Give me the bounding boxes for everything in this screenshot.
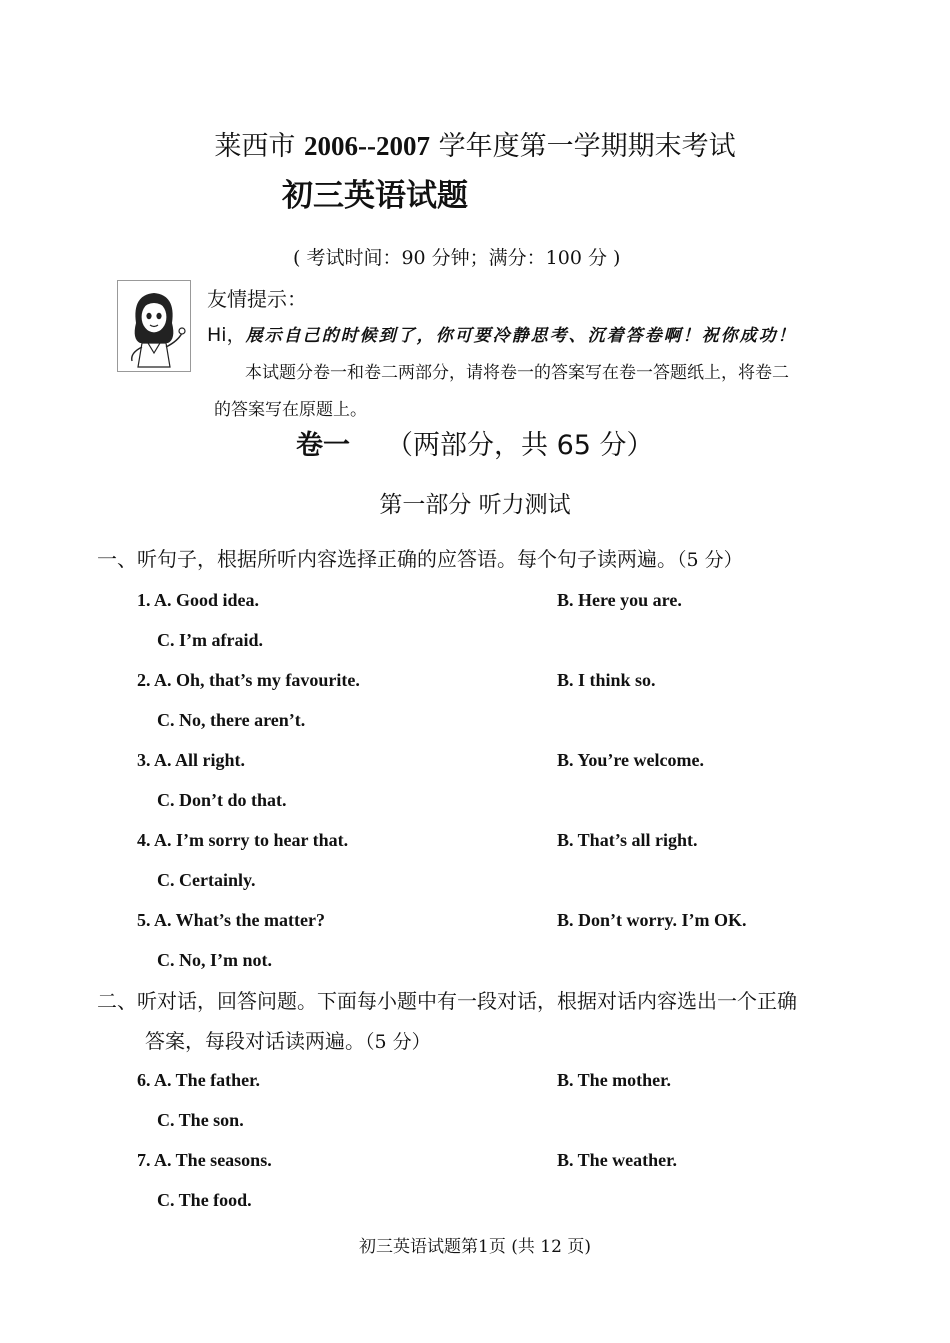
q7-option-b: B. The weather. — [557, 1150, 678, 1170]
q1-option-a: 1. A. Good idea. — [137, 590, 260, 610]
instruction-line-1: 本试题分卷一和卷二两部分，请将卷一的答案写在卷一答题纸上，将卷二 — [245, 363, 789, 383]
page-footer: 初三英语试题第1页 (共 12 页) — [359, 1237, 591, 1257]
exam-title — [0, 124, 950, 163]
q5-option-b: B. Don’t worry. I’m OK. — [557, 910, 747, 930]
title-prefix: 莱西市 — [214, 131, 296, 162]
greeting-hi: Hi， — [207, 324, 246, 346]
q2-option-a: 2. A. Oh, that’s my favourite. — [137, 670, 360, 690]
q7-option-a: 7. A. The seasons. — [137, 1150, 272, 1170]
section-2-heading-line-1: 二、听对话，回答问题。下面每小题中有一段对话，根据对话内容选出一个正确 — [97, 989, 797, 1013]
q1-option-c: C. I’m afraid. — [157, 630, 263, 650]
q6-option-c: C. The son. — [157, 1110, 244, 1130]
section-1-points: （5 分） — [677, 549, 743, 571]
part-heading: 第一部分 听力测试 — [379, 492, 571, 518]
volume-heading — [296, 423, 654, 462]
q4-option-a: 4. A. I’m sorry to hear that. — [137, 830, 349, 850]
q3-option-b: B. You’re welcome. — [557, 750, 704, 770]
tips-label: 友情提示： — [207, 287, 307, 311]
title-suffix: 学年度第一学期期末考试 — [438, 131, 736, 162]
section-2-heading-text: 答案，每段对话读两遍。 — [145, 1029, 365, 1053]
exam-subtitle: 初三英语试题 — [282, 178, 468, 214]
section-1-heading — [97, 543, 743, 572]
q2-option-c: C. No, there aren’t. — [157, 710, 306, 730]
volume-subtitle: （两部分，共 65 分） — [386, 430, 654, 461]
section-2-heading-line-2 — [145, 1025, 431, 1054]
greeting-message: 展示自己的时候到了，你可要冷静思考、沉着答卷啊！祝你成功！ — [245, 326, 797, 346]
q5-option-a: 5. A. What’s the matter? — [137, 910, 325, 930]
q5-option-c: C. No, I’m not. — [157, 950, 272, 970]
section-2-points: （5 分） — [365, 1031, 431, 1053]
instruction-line-2: 的答案写在原题上。 — [214, 400, 367, 420]
q4-option-b: B. That’s all right. — [557, 830, 698, 850]
exam-info: ( 考试时间：90 分钟；满分：100 分 ) — [293, 247, 621, 269]
q3-option-a: 3. A. All right. — [137, 750, 246, 770]
cartoon-girl-icon — [118, 281, 190, 371]
q1-option-b: B. Here you are. — [557, 590, 682, 610]
q7-option-c: C. The food. — [157, 1190, 252, 1210]
q2-option-b: B. I think so. — [557, 670, 656, 690]
volume-title: 卷一 — [296, 430, 350, 461]
q6-option-a: 6. A. The father. — [137, 1070, 261, 1090]
title-years: 2006--2007 — [304, 131, 430, 161]
section-1-heading-text: 一、听句子，根据所听内容选择正确的应答语。每个句子读两遍。 — [97, 547, 677, 571]
q4-option-c: C. Certainly. — [157, 870, 256, 890]
cartoon-girl-image — [117, 280, 191, 372]
q6-option-b: B. The mother. — [557, 1070, 672, 1090]
q3-option-c: C. Don’t do that. — [157, 790, 287, 810]
tips-greeting — [207, 320, 797, 347]
